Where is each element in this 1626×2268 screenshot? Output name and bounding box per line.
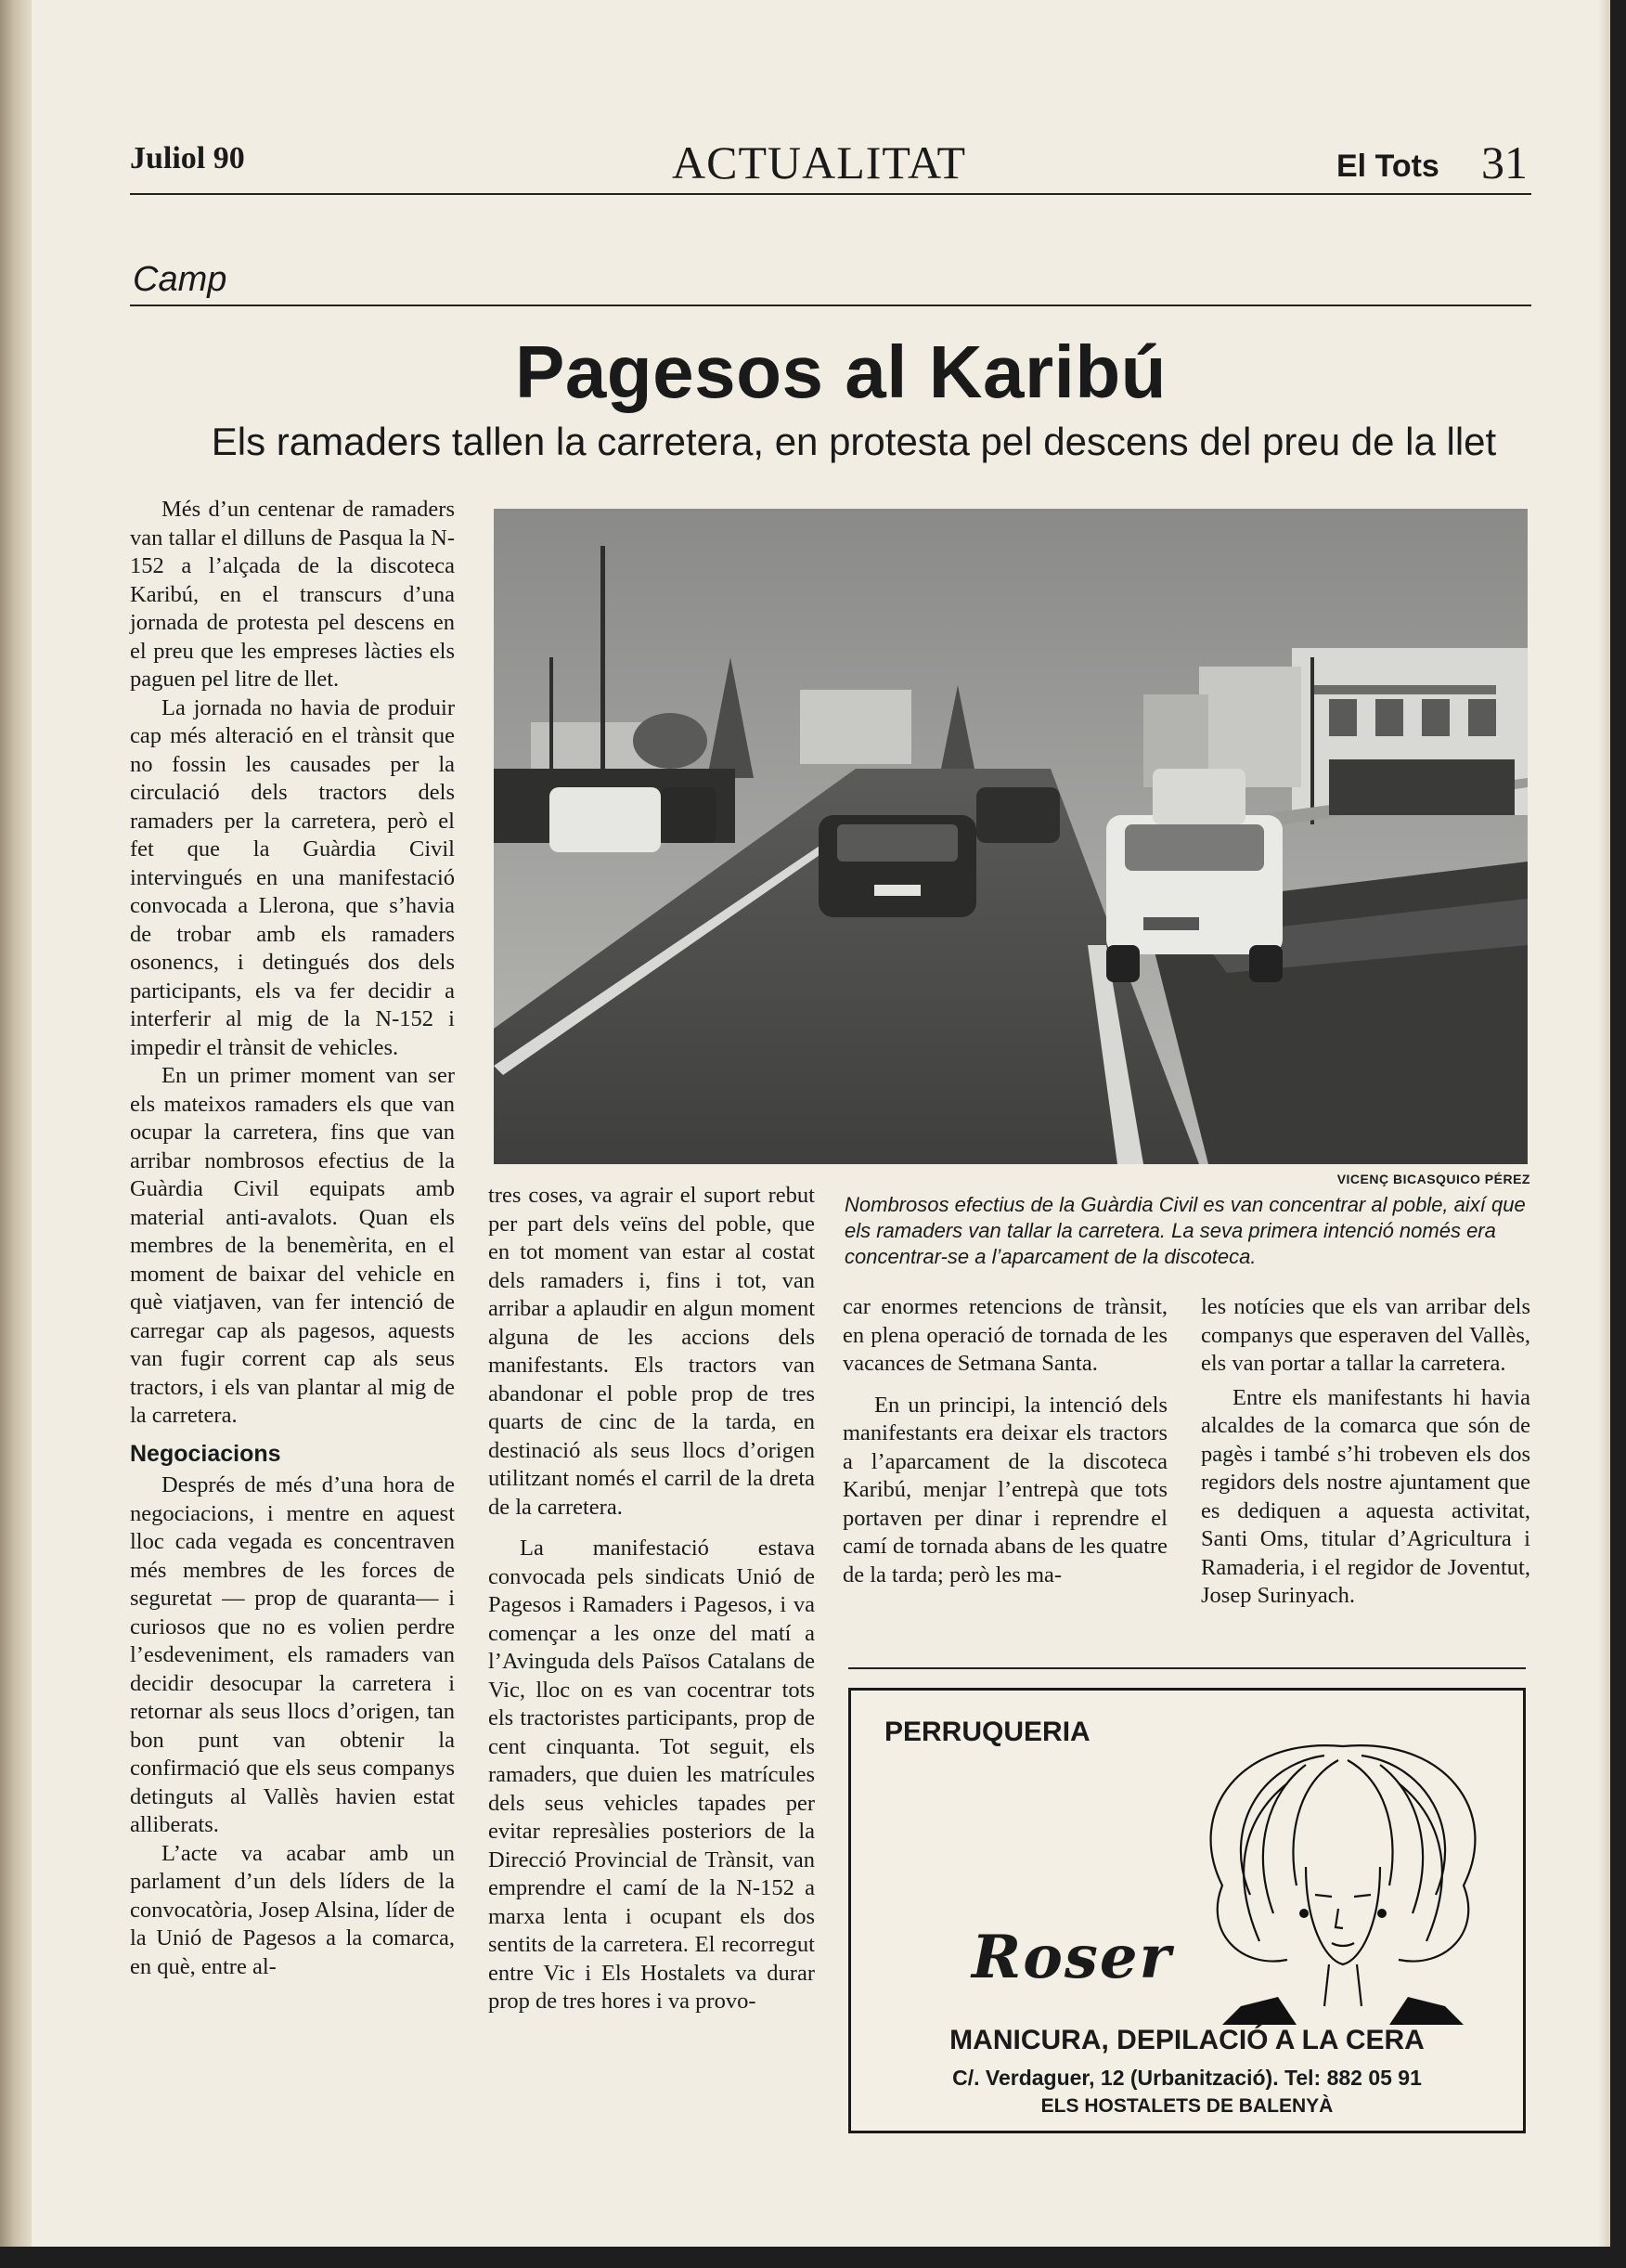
paragraph: car enormes retencions de trànsit, en plena operació de tornada de les vacances de Setmana Santa. [843, 1294, 1168, 1376]
ad-business-name: Roser [972, 1923, 1173, 1992]
section-kicker: Camp [133, 260, 227, 299]
header-section: ACTUALITAT [672, 136, 967, 188]
article-column-1 [130, 496, 455, 1981]
paragraph: L’acte va acabar amb un parlament d’un dels líders de la convocatòria, Josep Alsina, líder de la Unió de Pagesos a la comarca, en què, entre al- [130, 1840, 455, 1979]
ad-town: ELS HOSTALETS DE BALENYÀ [1040, 2095, 1334, 2117]
paragraph: La manifestació estava convocada pels sindicats Unió de Pagesos i Ramaders i Pagesos, i va començar a les onze del matí a l’Avinguda dels Països Catalans de Vic, lloc on es van cocentrar tots els tractoristes participants, prop de cent cinquanta. Tot seguit, els ramaders, que duien les matrícules dels seus vehicles tapades per evitar represàlies posteriors de la Direcció Provincial de Trànsit, van emprendre el camí de la N-152 a marxa lenta i ocupant els dos sentits de la carretera. El recorregut entre Vic i Els Hostalets va durar prop de tres hores i va provo- [488, 1536, 815, 2014]
paragraph: Després de més d’una hora de negociacions, i mentre en aquest lloc cada vegada es concentraven més membres de les forces de seguretat — prop de quaranta— i curiosos que no es volien perdre l’esdeveniment, els ramaders van decidir desocupar la carretera i retornar als seus llocs d’origen, tan bon punt van obtenir la confirmació que els seus companys detinguts al Vallès havien estat alliberats. [130, 1472, 455, 1837]
ad-services: MANICURA, DEPILACIÓ A LA CERA [949, 2025, 1425, 2055]
paragraph: Entre els manifestants hi havia alcaldes de la comarca que són de pagès i també s’hi trobeven els dos regidors dels nostre ajuntament que es dediquen a aquesta activitat, Santi Oms, titular d’Agricultura i Ramaderia, i el regidor de Joventut, Josep Surinyach. [1201, 1384, 1530, 1608]
article-headline: Pagesos al Karibú [514, 330, 1168, 413]
article-column-4 [1201, 1293, 1530, 1611]
woman-portrait-illustration [1185, 1728, 1501, 2025]
news-photo [494, 509, 1528, 1164]
article-column-3 [843, 1293, 1168, 1589]
header-publication: El Tots [1336, 149, 1439, 184]
photo-credit: VICENÇ BICASQUICO PÉREZ [1336, 1172, 1530, 1186]
ad-rule [848, 1667, 1526, 1669]
article-column-2 [488, 1182, 815, 2016]
paragraph: La jornada no havia de produir cap més alteració en el trànsit que no fossin les causades per la circulació dels tractors dels ramaders per la carretera, però el fet que la Guàrdia Civil intervingués en una manifestació convocada a Llerona, que s’havia de trobar amb els ramaders osonencs, i detingués dos dels participants, els va fer decidir a interferir al mig de la N-152 i impedir el trànsit de vehicles. [130, 694, 455, 1060]
photo-caption: Nombrosos efectius de la Guàrdia Civil es van concentrar al poble, així que els ramaders van tallar la carretera. La seva primera intenció només era concentrar-se a l’aparcament de la discoteca. [845, 1193, 1526, 1268]
header-rule [130, 193, 1531, 195]
paragraph: En un principi, la intenció dels manifestants era deixar els tractors a l’aparcament de la discoteca Karibú, menjar l’entrepà que tots portaven per dinar i reprendre el camí de tornada abans de les quatre de la tarda; però les ma- [843, 1392, 1168, 1588]
ad-address: C/. Verdaguer, 12 (Urbanització). Tel: 882 05 91 [952, 2066, 1422, 2090]
kicker-rule [130, 305, 1531, 306]
paragraph: Més d’un centenar de ramaders van tallar el dilluns de Pasqua la N-152 a l’alçada de la discoteca Karibú, en el transcurs d’una jornada de protesta pel descens en el preu que les empreses làcties els paguen pel litre de llet. [130, 497, 455, 692]
paragraph: les notícies que els van arribar dels companys que esperaven del Vallès, els van portar a tallar la carretera. [1201, 1294, 1530, 1376]
paragraph: En un primer moment van ser els mateixos ramaders els que van ocupar la carretera, fins que van arribar nombrosos efectius de la Guàrdia Civil equipats amb material anti-avalots. Quan els membres de la benemèrita, en el moment de baixar del vehicle en què viatjaven, van fer intenció de carregar cap als pagesos, aquests van fugir corrent cap als seus tractors, i els van plantar al mig de la carretera. [130, 1063, 455, 1428]
header-page-number: 31 [1481, 136, 1528, 188]
advertisement [848, 1688, 1526, 2133]
header-date: Juliol 90 [130, 141, 245, 175]
ad-title: PERRUQUERIA [884, 1717, 1090, 1747]
paragraph: tres coses, va agrair el suport rebut per part dels veïns del poble, que en tot moment van estar al costat dels ramaders i, fins i tot, van arribar a aplaudir en algun moment alguna de les accions dels manifestants. Els tractors van abandonar el poble prop de tres quarts de cinc de la tarda, en destinació als seus llocs d’origen utilitzant només el carril de la dreta de la carretera. [488, 1183, 815, 1520]
article-subheadline: Els ramaders tallen la carretera, en protesta pel descens del preu de la llet [211, 420, 1497, 463]
article-subheading: Negociacions [130, 1440, 281, 1467]
road-protest-photo [494, 509, 1528, 1164]
